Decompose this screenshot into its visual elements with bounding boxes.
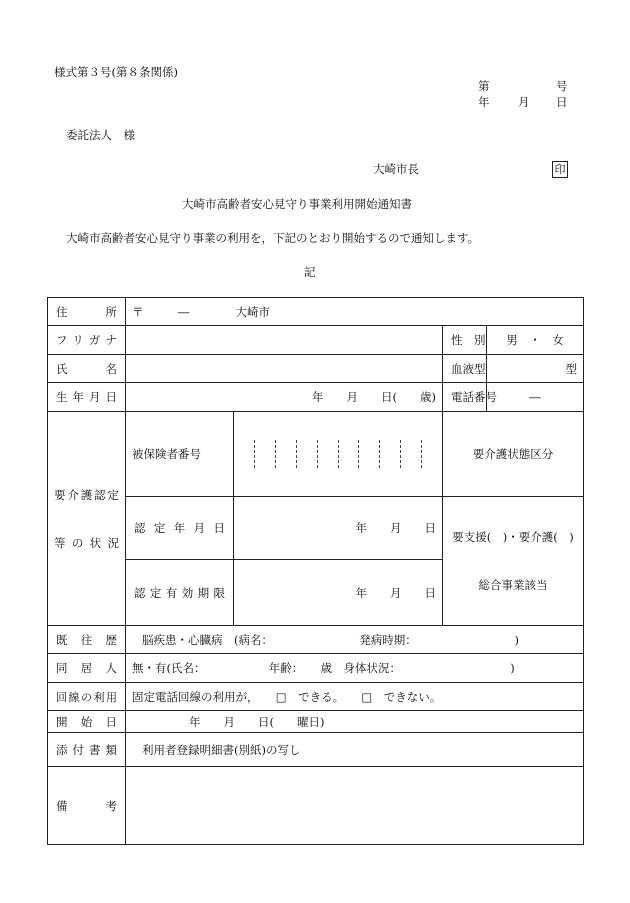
date-day: 日 — [556, 95, 568, 109]
digit-box[interactable] — [401, 440, 422, 468]
cert-date-label: 認定年月日 — [126, 497, 234, 560]
digit-box[interactable] — [255, 440, 276, 468]
medical-history-label: 既往歴 — [48, 626, 126, 654]
row-name — [48, 355, 584, 383]
sex-label: 性 別 — [443, 326, 487, 355]
digit-box[interactable] — [276, 440, 297, 468]
ki-label: 記 — [304, 265, 316, 279]
digit-box[interactable] — [380, 440, 401, 468]
name-label: 氏 名 — [48, 355, 126, 383]
blood-type-field[interactable]: 型 — [487, 355, 584, 383]
blood-type-label: 血液型 — [443, 355, 487, 383]
seal-box: 印 — [552, 161, 568, 178]
remarks-field[interactable] — [126, 767, 584, 845]
line-usage-label: 回線の利用 — [48, 683, 126, 711]
start-date-field[interactable]: 年 月 日( 曜日) — [126, 711, 584, 733]
row-remarks — [48, 767, 584, 845]
care-level-label: 要介護状態区分 — [443, 412, 584, 497]
digit-box[interactable] — [422, 440, 442, 468]
application-table — [47, 297, 584, 845]
date-month: 月 — [518, 95, 530, 109]
address-field[interactable]: 〒 ― 大崎市 — [126, 298, 584, 326]
address-label: 住 所 — [48, 298, 126, 326]
care-status-label-line1: 要介護認定 — [54, 487, 119, 502]
row-medical-history — [48, 626, 584, 654]
medical-history-field[interactable]: 脳疾患・心臓病 (病名： 発病時期： ) — [126, 626, 584, 654]
birthdate-field[interactable]: 年 月 日( 歳) — [126, 383, 443, 412]
issuer: 大崎市長 — [373, 162, 419, 176]
remarks-label: 備 考 — [48, 767, 126, 845]
care-level-field[interactable] — [443, 497, 584, 626]
row-attachments — [48, 733, 584, 767]
start-date-label: 開始日 — [48, 711, 126, 733]
digit-box[interactable] — [339, 440, 360, 468]
row-cohabitant — [48, 654, 584, 683]
care-status-label — [48, 412, 126, 626]
name-field[interactable] — [126, 355, 443, 383]
cert-period-field[interactable]: 年 月 日 — [234, 560, 443, 626]
intro-text: 大崎市高齢者安心見守り事業の利用を，下記のとおり開始するので通知します。 — [66, 231, 480, 245]
document-title: 大崎市高齢者安心見守り事業利用開始通知書 — [182, 197, 412, 211]
line-usage-field[interactable]: 固定電話回線の利用が， □ できる。 □ できない。 — [126, 683, 584, 711]
row-insured-number — [48, 412, 584, 497]
row-line-usage — [48, 683, 584, 711]
date-year: 年 — [478, 95, 490, 109]
row-start-date — [48, 711, 584, 733]
doc-number-go: 号 — [556, 79, 568, 93]
digit-box[interactable] — [234, 440, 255, 468]
row-furigana — [48, 326, 584, 355]
furigana-label: フリガナ — [48, 326, 126, 355]
cert-date-field[interactable]: 年 月 日 — [234, 497, 443, 560]
phone-label: 電話番号 — [443, 383, 487, 412]
digit-box[interactable] — [359, 440, 380, 468]
row-birthdate — [48, 383, 584, 412]
attachments-field[interactable]: 利用者登録明細書(別紙)の写し — [126, 733, 584, 767]
insured-number-boxes — [234, 440, 442, 468]
care-level-line1: 要支援( )・要介護( ) — [452, 530, 574, 544]
digit-box[interactable] — [297, 440, 318, 468]
attachments-label: 添付書類 — [48, 733, 126, 767]
doc-number-dai: 第 — [478, 79, 490, 93]
furigana-field[interactable] — [126, 326, 443, 355]
row-cert-date — [48, 497, 584, 560]
phone-field[interactable]: ― — [487, 383, 584, 412]
birthdate-label: 生年月日 — [48, 383, 126, 412]
sex-field[interactable]: 男 ・ 女 — [487, 326, 584, 355]
care-status-label-line2: 等の状況 — [54, 535, 119, 550]
insured-number-field[interactable] — [234, 412, 443, 497]
cohabitant-field[interactable]: 無・有(氏名： 年齢： 歳 身体状況： ) — [126, 654, 584, 683]
digit-box[interactable] — [318, 440, 339, 468]
form-number: 様式第３号(第８条関係) — [54, 65, 178, 79]
insured-number-label: 被保険者番号 — [126, 412, 234, 497]
cohabitant-label: 同居人 — [48, 654, 126, 683]
row-address — [48, 298, 584, 326]
addressee: 委託法人 様 — [66, 128, 135, 142]
cert-period-label: 認定有効期限 — [126, 560, 234, 626]
care-level-line2: 総合事業該当 — [478, 578, 548, 592]
